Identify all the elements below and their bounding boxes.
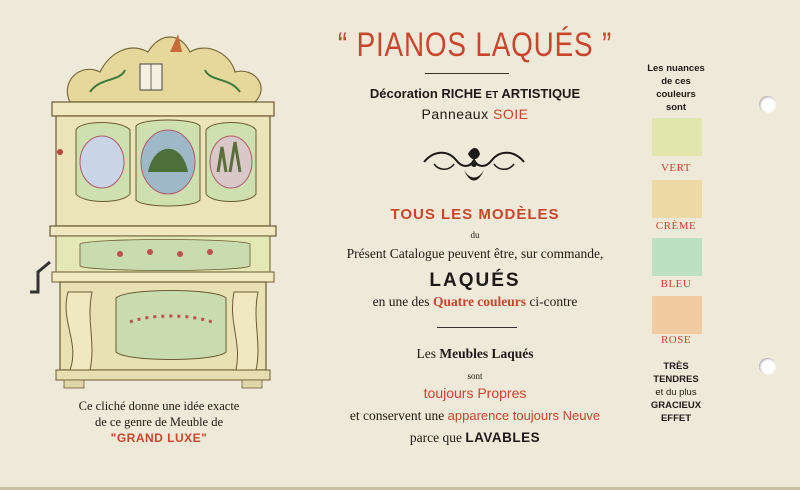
nuances-line: sont [665,102,687,113]
quatre-couleurs-line [300,294,650,310]
parce-que-text: parce que [409,430,462,445]
apparence-text: apparence toujours Neuve [447,408,601,423]
lavables-text: LAVABLES [465,430,541,445]
title-rule [425,73,509,74]
nuances-line: de ces [661,76,691,87]
section-rule [437,327,517,328]
piano-illustration [30,22,292,392]
quatre-couleurs-text: Quatre couleurs [432,294,527,309]
les-word: Les [416,346,436,361]
piano-caption [18,398,300,446]
decoration-line [300,86,650,101]
nuances-line: couleurs [656,89,696,100]
nuances-intro [643,62,709,114]
swatch-rose [652,296,702,334]
page-title: “ PIANOS LAQUÉS ” [337,26,613,64]
outro-line: et du plus [655,387,697,398]
et-word: ET [485,90,499,101]
caption-line-2: de ce genre de Meuble de [94,415,224,429]
swatch-label-rose: ROSE [660,334,692,346]
caption-grand-luxe: "GRAND LUXE" [110,431,208,445]
fleuron-ornament [420,140,528,186]
punch-hole-top [759,96,776,113]
caption-line-1: Ce cliché donne une idée exacte [78,399,240,413]
sont-word: sont [467,371,483,381]
swatch-creme [652,180,702,218]
toujours-propres-text: toujours Propres [423,385,527,401]
du-word: du [470,230,480,240]
nuances-outro [640,360,712,425]
riche-word: RICHE [441,86,482,101]
outro-line: EFFET [660,413,692,424]
artistique-word: ARTISTIQUE [501,86,581,101]
swatch-vert [652,118,702,156]
laques-word: LAQUÉS [429,270,521,291]
panneaux-word: Panneaux [421,106,489,122]
outro-line: GRACIEUX [650,400,702,411]
punch-hole-bottom [759,358,776,375]
conservent-text: et conservent une [349,408,445,423]
swatch-label-creme: CRÈME [655,220,697,232]
soie-word: SOIE [492,106,529,122]
modeles-heading: TOUS LES MODÈLES [390,206,560,223]
parce-que-line [300,430,650,446]
ci-contre-text: ci-contre [529,294,578,309]
conservent-line [300,408,650,424]
meubles-laques-text: Meubles Laqués [439,346,534,361]
en-une-text: en une des [372,294,430,309]
swatch-bleu [652,238,702,276]
panneaux-line [300,106,650,122]
present-catalogue-line: Présent Catalogue peuvent être, sur commande, [346,246,604,261]
swatch-label-bleu: BLEU [660,278,692,290]
swatch-label-vert: VERT [660,162,692,174]
decoration-word: Décoration [369,86,438,101]
nuances-line: Les nuances [647,63,705,74]
meubles-line [300,346,650,362]
outro-line: TRÈS TENDRES [653,361,699,385]
